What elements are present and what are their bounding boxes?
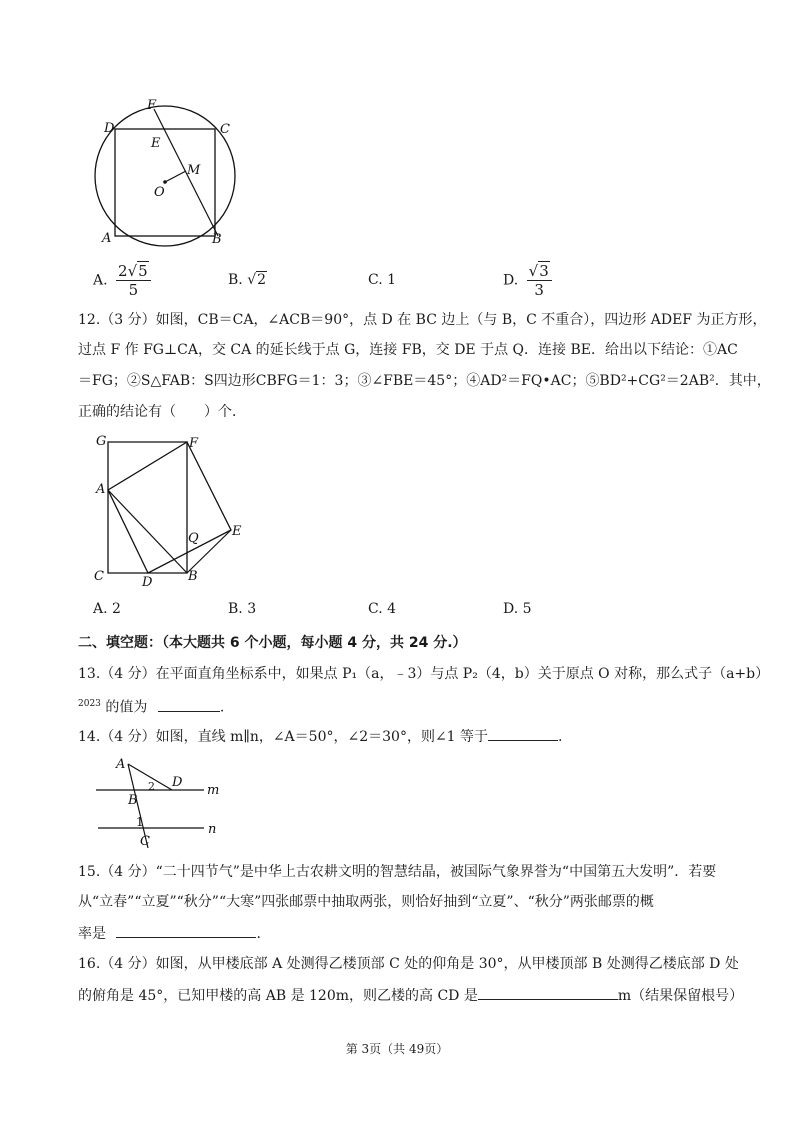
q12-option-a: A. 2: [93, 601, 121, 617]
q11-option-c: C. 1: [368, 272, 397, 288]
q12-option-b: B. 3: [228, 601, 257, 617]
q12-label: C: [94, 569, 104, 584]
q12-label: A: [96, 482, 106, 497]
q12-option-c: C. 4: [368, 601, 397, 617]
q14-label: A: [116, 757, 126, 772]
q11-label: O: [154, 185, 165, 200]
q16-answer-blank[interactable]: [478, 985, 618, 1000]
q14-label: 2: [148, 780, 155, 793]
q11-option-b: B. √2: [228, 272, 267, 288]
q13-exponent: 2023: [78, 699, 101, 709]
q11-label: B: [212, 232, 222, 247]
q12-line1: 12.（3 分）如图，CB＝CA，∠ACB＝90°，点 D 在 BC 边上（与 B，C 不重合），四边形 ADEF 为正方形，: [78, 312, 767, 328]
q14-label: m: [207, 783, 220, 798]
q13-line2: $^{2023}$ 的值为 .: [78, 694, 224, 718]
q11-label: C: [220, 122, 230, 137]
q16-line2: 的俯角是 45°，已知甲楼的高 AB 是 120m，则乙楼的高 CD 是 m（结果保留根号）: [78, 985, 743, 1006]
q11-point-o: [163, 180, 167, 184]
q12-rect: [108, 442, 187, 573]
q14-label: B: [128, 793, 138, 808]
q12-label: Q: [188, 531, 199, 546]
q11-label: E: [151, 136, 161, 151]
page-footer: 第 3页（共 49页）: [345, 1042, 449, 1056]
q11-label: A: [102, 231, 112, 246]
q12-label: D: [142, 575, 153, 590]
q11-circle: [95, 106, 235, 246]
q14-label: 1: [136, 815, 144, 829]
q15-line3: 率是 .: [78, 923, 261, 944]
q15-line2: 从“立春”“立夏”“秋分”“大寒”四张邮票中抽取两张，则恰好抽到“立夏”、“秋分”两张邮票的概: [78, 894, 654, 910]
q11-label: D: [104, 121, 115, 136]
q14-figure: [92, 752, 232, 852]
q15-line1: 15.（4 分）“二十四节气”是中华上古农耕文明的智慧结晶，被国际气象界誉为“中国第五大发明”．若要: [78, 864, 717, 880]
q11-line-om: [165, 171, 186, 182]
q11-option-d: D. $\frac{√3}{3}$: [503, 262, 552, 299]
q11-label: F: [147, 98, 157, 113]
q12-line2: 过点 F 作 FG⊥CA，交 CA 的延长线于点 G，连接 FB，交 DE 于点 Q．连接 BE．给出以下结论：①AC: [78, 342, 738, 358]
q11-line-fb: [154, 109, 218, 236]
q11-label: M: [187, 163, 201, 178]
q12-line4: 正确的结论有（ ）个．: [78, 404, 246, 420]
q13-answer-blank[interactable]: [158, 697, 220, 712]
q14-label: D: [172, 775, 183, 790]
q14-label: n: [208, 822, 217, 837]
q12-line-ab: [108, 490, 187, 573]
q15-answer-blank[interactable]: [116, 923, 256, 938]
q12-label: F: [189, 436, 199, 451]
q11-figure: [88, 96, 248, 256]
q12-label: E: [232, 524, 242, 539]
q12-line3: ＝FG；②S△FAB：S四边形CBFG＝1：3；③∠FBE＝45°；④AD²＝FQ•AC；⑤BD²+CG²＝2AB²．其中，: [78, 373, 771, 389]
q12-figure: [88, 430, 258, 590]
q14-label: C: [140, 834, 150, 849]
q12-label: G: [96, 434, 107, 449]
q11-option-a: A. $\frac{2√5}{5}$: [93, 262, 151, 299]
q16-line1: 16.（4 分）如图，从甲楼底部 A 处测得乙楼顶部 C 处的仰角是 30°，从甲楼顶部 B 处测得乙楼底部 D 处: [78, 956, 739, 972]
q14-answer-blank[interactable]: [488, 726, 558, 741]
q12-label: B: [188, 569, 198, 584]
q12-square-adef: [108, 442, 231, 573]
section-title: 二、填空题：（本大题共 6 个小题，每小题 4 分，共 24 分.）: [78, 635, 467, 651]
q14-line1: 14.（4 分）如图，直线 m∥n，∠A＝50°，∠2＝30°，则∠1 等于 .: [78, 726, 562, 747]
q13-line1: 13.（4 分）在平面直角坐标系中，如果点 P₁（a，﹣3）与点 P₂（4，b）关于原点 O 对称，那么式子（a+b）: [78, 666, 770, 682]
q12-option-d: D. 5: [503, 601, 532, 617]
